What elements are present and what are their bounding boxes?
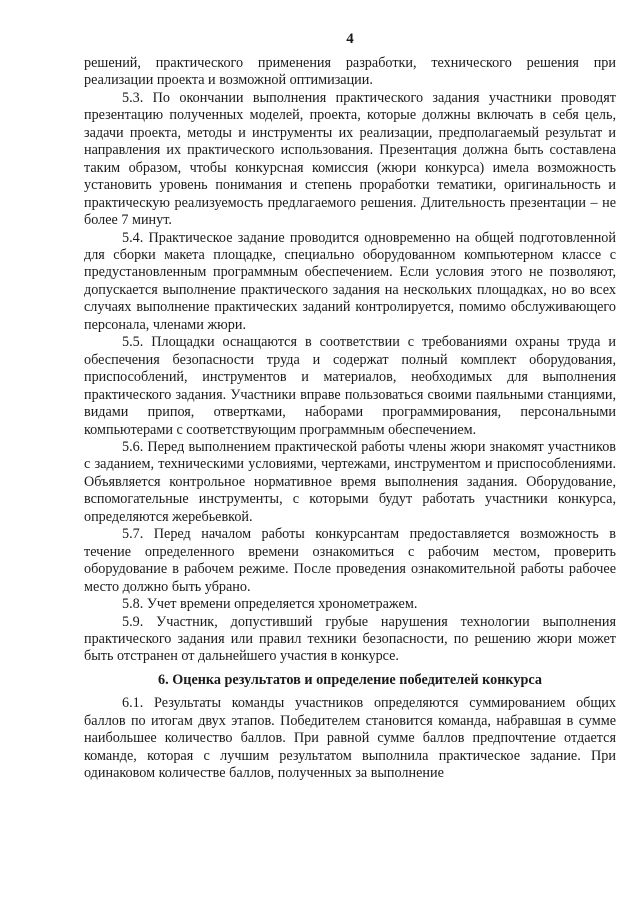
paragraph-5-6: 5.6. Перед выполнением практической работы члены жюри знакомят участников с заданием, техническими условиями, чертежами, инструментом и приспособлениями. Объявляется контрольное нормативное время выполнения задания. Оборудование, вспомогательные инструменты, с которыми будут работать участники конкурса, определяются жеребьевкой. <box>84 438 616 525</box>
paragraph-5-3: 5.3. По окончании выполнения практического задания участники проводят презентацию полученных моделей, проекта, которые должны включать в себя цель, задачи проекта, методы и инструменты их реализации, предполагаемый результат и направления их практического использования. Презентация должна быть составлена таким образом, чтобы конкурсная комиссия (жюри конкурса) имела возможность установить уровень понимания и степень проработки тематики, оригинальность и практическую реализуемость предлагаемого решения. Длительность презентации – не более 7 минут. <box>84 89 616 229</box>
paragraph-5-8: 5.8. Учет времени определяется хронометражем. <box>122 596 418 613</box>
paragraph-6-1: 6.1. Результаты команды участников определяются суммированием общих баллов по итогам двух этапов. Победителем становится команда, набравшая в сумме наибольшее количество баллов. При равной сумме баллов предпочтение отдается команде, которая с лучшим результатом выполнила практическое задание. При одинаковом количестве баллов, полученных за выполнение <box>84 695 616 782</box>
paragraph-5-5: 5.5. Площадки оснащаются в соответствии с требованиями охраны труда и обеспечения безопасности труда и содержат полный комплект оборудования, приспособлений, инструментов и материалов, необходимых для выполнения практического задания. Участники вправе пользоваться своими паяльными станциями, видами припоя, отвертками, наборами программирования, персональными компьютерами с соответствующим программным обеспечением. <box>84 334 616 438</box>
paragraph-continuation: решений, практического применения разработки, технического решения при реализации проекта и возможной оптимизации. <box>84 55 616 89</box>
paragraph-5-4: 5.4. Практическое задание проводится одновременно на общей подготовленной для сборки макета площадке, специально оборудованном компьютерном классе с предустановленным программным обеспечением. Если условия этого не позволяют, допускается выполнение практического задания на нескольких площадках, но во всех случаях выполнение практических заданий контролируется, помимо обслуживающего персонала, членами жюри. <box>84 229 616 333</box>
page-number: 4 <box>346 31 354 47</box>
paragraph-5-7: 5.7. Перед началом работы конкурсантам предоставляется возможность в течение определенного времени ознакомиться с рабочим местом, проверить оборудование в рабочем режиме. После проведения ознакомительной работы рабочее место должно быть убрано. <box>84 526 616 595</box>
section-heading: 6. Оценка результатов и определение победителей конкурса <box>158 671 542 688</box>
document-page <box>84 30 616 890</box>
paragraph-5-9: 5.9. Участник, допустивший грубые нарушения технологии выполнения практического задания или правил техники безопасности, по решению жюри может быть отстранен от дальнейшего участия в конкурсе. <box>84 613 616 665</box>
